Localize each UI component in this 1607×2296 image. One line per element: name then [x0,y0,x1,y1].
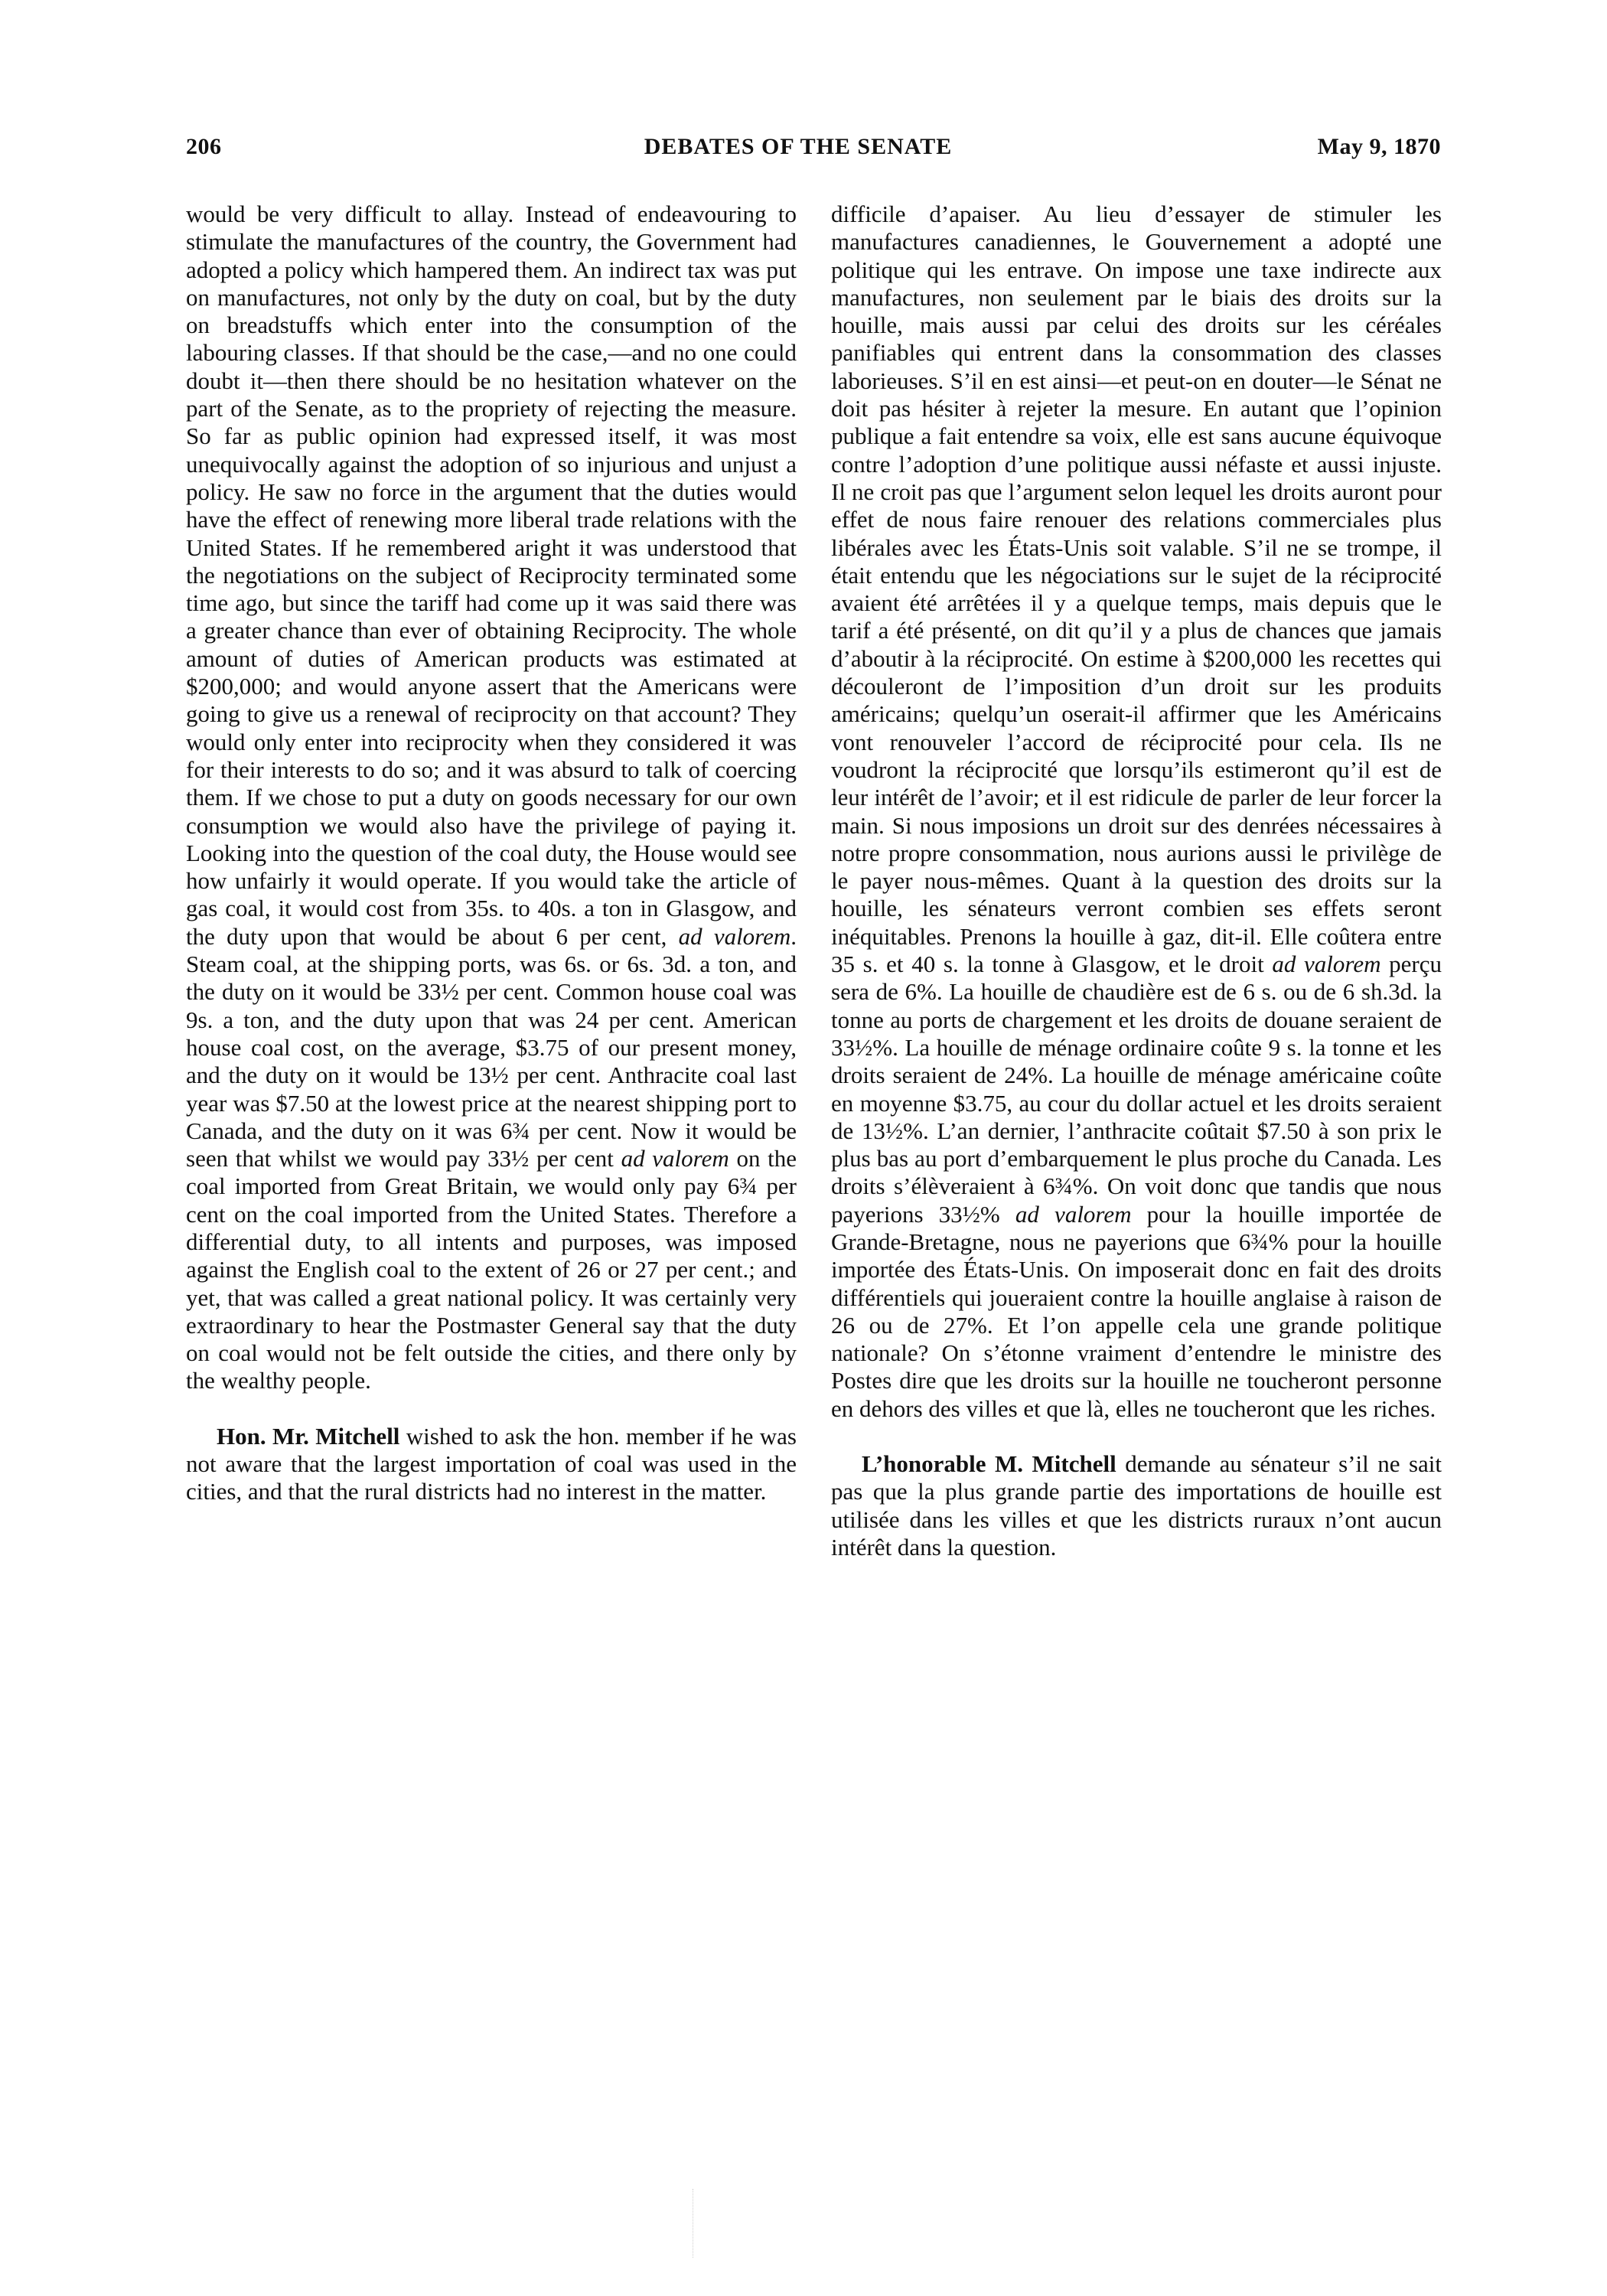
english-speech-text: wished to ask the hon. member if he was not aware that the largest importation of coal was used in the cities, and that the rural districts had no interest in the matter. [186,1422,797,1505]
english-speaker-name: Hon. Mr. Mitchell [217,1422,400,1450]
page-fold-mark [693,2189,695,2258]
french-speaker-name: L’honorable M. Mitchell [862,1450,1116,1478]
english-text-segment: . Steam coal, at the shipping ports, was 6s. or 6s. 3d. a ton, and the duty on it would be 33½ per cent. Common house coal was 9s. a ton, and the duty upon that was 24 per cent. American house coal cost, on the average, $3.75 of our present money, and the duty on it would be 13½ per cent. Anthracite coal last year was $7.50 at the lowest price at the nearest shipping port to Canada, and the duty on it was 6¾ per cent. Now it would be seen that whilst we would pay 33½ per cent [186,922,797,1172]
english-text-segment: on the coal imported from Great Britain, we would only pay 6¾ per cent on the coal imported from the United States. Therefore a differential duty, to all intents and purposes, was imposed against the English coal to the extent of 26 or 27 per cent.; and yet, that was called a great national policy. It was certainly very extraordinary to hear the Postmaster General say that the duty on coal would not be felt outside the cities, and there only by the wealthy people. [186,1145,797,1394]
french-speech-text: demande au sénateur s’il ne sait pas que la plus grande partie des importations de houille est utilisée dans les villes et que les districts ruraux n’ont aucun intérêt dans la question. [831,1450,1442,1561]
french-paragraph-continued [831,201,1442,1423]
page-number: 206 [186,134,222,159]
french-text-segment: pour la houille importée de Grande-Bretagne, nous ne payerions que 6¾% pour la houille importée des États-Unis. On imposerait donc en fait des droits différentiels qui joueraient contre la houille anglaise à raison de 26 ou de 27%. Et l’on appelle cela une grande politique nationale? On s’étonne vraiment d’entendre le ministre des Postes dire que les droits sur la houille ne toucheront personne en dehors des villes et que là, elles ne toucheront que les riches. [831,1200,1442,1422]
english-text-segment: would be very difficult to allay. Instead of endeavouring to stimulate the manufactures of the country, the Government had adopted a policy which hampered them. An indirect tax was put on manufactures, not only by the duty on coal, but by the duty on breadstuffs which enter into the consumption of the labouring classes. If that should be the case,—and no one could doubt it—then there should be no hesitation whatever on the part of the Senate, as to the propriety of rejecting the measure. So far as public opinion had expressed itself, it was most unequivocally against the adoption of so injurious and unjust a policy. He saw no force in the argument that the duties would have the effect of renewing more liberal trade relations with the United States. If he remembered aright it was understood that the negotiations on the subject of Reciprocity terminated some time ago, but since the tariff had come up it was said there was a greater chance than ever of obtaining Reciprocity. The whole amount of duties of American products was estimated at $200,000; and would anyone assert that the Americans were going to give us a renewal of reciprocity on that account? They would only enter into reciprocity when they considered it was for their interests to do so; and it was absurd to talk of coercing them. If we chose to put a duty on goods necessary for our own consumption we would also have the privilege of paying it. Looking into the question of the coal duty, the House would see how unfairly it would operate. If you would take the article of gas coal, it would cost from 35s. to 40s. a ton in Glasgow, and the duty upon that would be about 6 per cent, [186,201,797,950]
french-text-segment: difficile d’apaiser. Au lieu d’essayer de stimuler les manufactures canadiennes, le Gouvernement a adopté une politique qui les entrave. On impose une taxe indirecte aux manufactures, non seulement par le biais des droits sur la houille, mais aussi par celui des droits sur les céréales panifiables qui entrent dans la consommation des classes laborieuses. S’il en est ainsi—et peut-on en douter—le Sénat ne doit pas hésiter à rejeter la mesure. En autant que l’opinion publique a fait entendre sa voix, elle est sans aucune équivoque contre l’adoption d’une politique aussi néfaste et aussi injuste. Il ne croit pas que l’argument selon lequel les droits auront pour effet de nous faire renouer des relations commerciales plus libérales avec les États-Unis soit valable. S’il ne se trompe, il était entendu que les négociations sur le sujet de la réciprocité avaient été arrêtées il y a quelque temps, mais depuis que le tarif a été présenté, on dit qu’il y a plus de chances que jamais d’aboutir à la réciprocité. On estime à $200,000 les recettes qui découleront de l’imposition d’un droit sur les produits américains; quelqu’un oserait-il affirmer que les Américains vont renouveler l’accord de réciprocité pour cela. Ils ne voudront la réciprocité que lorsqu’ils estimeront qu’il est de leur intérêt de l’avoir; et il est ridicule de parler de leur forcer la main. Si nous imposions un droit sur des denrées nécessaires à notre propre consommation, nous aurions aussi le privilège de le payer nous-mêmes. Quant à la question des droits sur la houille, les sénateurs verront combien ses effets seront inéquitables. Prenons la houille à gaz, dit-il. Elle coûtera entre 35 s. et 40 s. la tonne à Glasgow, et le droit [831,201,1442,978]
english-italic-term: ad valorem [621,1145,729,1172]
english-column [186,201,797,1506]
running-title: DEBATES OF THE SENATE [644,134,953,159]
french-text-segment: perçu sera de 6%. La houille de chaudière est de 6 s. ou de 6 sh.3d. la tonne au ports de chargement et les droits de douane seraient de 33½%. La houille de ménage ordinaire coûte 9 s. la tonne et les droits seraient de 24%. La houille de ménage américaine coûte en moyenne $3.75, au cour du dollar actuel et les droits seraient de 13½%. L’an dernier, l’anthracite coûtait $7.50 à son prix le plus bas au port d’embarquement le plus proche du Canada. Les droits s’élèveraient à 6¾%. On voit donc que tandis que nous payerions 33½% [831,951,1442,1228]
english-italic-term: ad valorem [678,922,791,950]
english-paragraph-mitchell [186,1423,797,1506]
french-italic-term: ad valorem [1272,951,1381,978]
page-header [186,130,1441,164]
english-paragraph-continued [186,201,797,1395]
french-paragraph-mitchell [831,1450,1442,1561]
french-italic-term: ad valorem [1015,1200,1132,1228]
session-date: May 9, 1870 [1317,134,1441,159]
french-column [831,201,1442,1561]
